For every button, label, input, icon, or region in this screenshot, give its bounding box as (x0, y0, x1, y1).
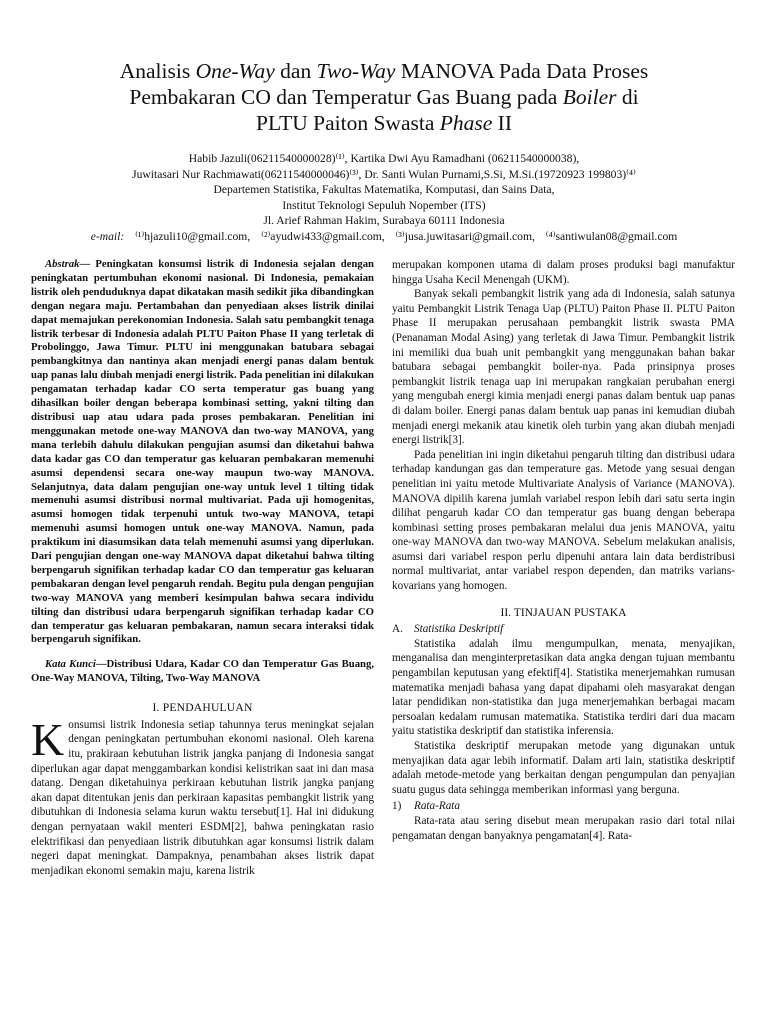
subsection-number-a: A. (392, 623, 403, 636)
paragraph-statistika: Statistika adalah ilmu mengumpulkan, menata, menyajikan, menganalisa dan menginterpretasikan data angka dengan tujuan membantu pengambilan keputusan yang efektif[4]. Statistika menerjemahkan rumusan matematika menjadi bahasa yang dapat dipahami oleh masyarakat dengan latar pendidikan non-statistika dan juga menerjemahkan berbagai macam persoalan kedalam rumusan matematika. Statistika terdiri dari dua macam yaitu statistika deskriptif dan statistika inferensia. (392, 637, 735, 738)
title-line-1: Analisis One-Way dan Two-Way MANOVA Pada Data Proses (119, 59, 649, 83)
section-heading-introduction: I. PENDAHULUAN (152, 701, 253, 715)
email-line (60, 229, 708, 245)
affiliation-address: Jl. Arief Rahman Hakim, Surabaya 60111 Indonesia (263, 214, 505, 227)
right-column (392, 258, 735, 843)
paragraph-deskriptif: Statistika deskriptif merupakan metode yang digunakan untuk menyajikan data agar lebih informatif. Dalam arti lain, statistika deskriptif adalah metode-metode yang berkaitan dengan pengumpulan dan penyajian suatu gugus data sehingga memberikan informasi yang berguna. (392, 740, 735, 796)
subsection-heading-a (392, 622, 735, 637)
keywords-text: —Distribusi Udara, Kadar CO dan Temperatur Gas Buang, One-Way MANOVA, Tilting, Two-Way MANOVA (31, 658, 375, 685)
author-line-1: Habib Jazuli(06211540000028)⁽¹⁾, Kartika Dwi Ayu Ramadhani (06211540000038), (188, 152, 580, 165)
introduction-paragraph (31, 713, 374, 879)
paper-title (60, 58, 708, 136)
abstract (31, 258, 374, 647)
email-link-1[interactable]: ⁽¹⁾hjazuli10@gmail.com, (135, 229, 251, 243)
left-column (31, 258, 374, 878)
subsection-title-a: Statistika Deskriptif (414, 623, 504, 636)
keywords (31, 658, 374, 686)
affiliation-department: Departemen Statistika, Fakultas Matematika, Komputasi, dan Sains Data, (213, 183, 555, 196)
paragraph-mean: Rata-rata atau sering disebut mean merupakan rasio dari total nilai pengamatan dengan banyaknya pengamatan[4]. Rata- (392, 814, 735, 842)
keywords-lead: Kata Kunci (45, 658, 96, 671)
introduction-text: onsumsi listrik Indonesia setiap tahunnya terus meningkat sejalan dengan peningkatan pertumbuhan ekonomi nasional. Oleh karena itu, prakiraan kebutuhan listrik jangka panjang di Indonesia sangat diperlukan agar dapat menggambarkan kondisi kelistrikan saat ini dan masa datang. Dengan diketahuinya perkiraan kebutuhan listrik jangka panjang akan dapat ditentukan jenis dan perkiraan kapasitas pembangkit listrik yang dibutuhkan di Indonesia selama kurun waktu tersebut[1]. Hal ini didukung dengan pernyataan wakil menteri ESDM[2], bahwa peningkatan rasio elektrifikasi dan penyediaan listrik dibutuhkan agar konsumsi listrik dalam negeri dapat meningkat. Dampaknya, penambahan akses listrik dapat menjadikan ekonomi semakin maju, karena listrik (31, 718, 374, 877)
affiliation-institute: Institut Teknologi Sepuluh Nopember (ITS) (282, 198, 486, 212)
title-line-3: PLTU Paiton Swasta Phase II (255, 111, 512, 135)
email-label: e-mail: (90, 229, 125, 243)
email-link-2[interactable]: ⁽²⁾ayudwi433@gmail.com, (261, 229, 385, 243)
paragraph-pltu: Banyak sekali pembangkit listrik yang ada di Indonesia, salah satunya yaitu Pembangkit Listrik Tenaga Uap (PLTU) Paiton Phase II. PLTU Paiton Phase II merupakan perusahaan pembangkit listrik swasta PMA (Penanaman Modal Asing) yang terletak di Jawa Timur. Pembangkit listrik ini memiliki dua buah unit pembangkit yang menggunakan bahan bakar batubara sebagai pembangkit boiler-nya. Pada prinsipnya proses pembangkit listrik tenaga uap ini merupakan rangkaian perubahan energi yang mengubah energi kimia menjadi energi panas dalam bentuk uap panas di dalam boiler. Energi panas dalam bentuk uap panas ini kemudian diubah menjadi energi mekanik atau kinetik oleh turbin yang akan diubah menjadi energi listrik[3]. (392, 288, 735, 447)
abstract-lead: Abstrak (45, 258, 80, 270)
drop-cap: K (31, 713, 65, 765)
paragraph-method: Pada penelitian ini ingin diketahui pengaruh tilting dan distribusi udara terhadap kandungan gas dan temperature gas. Metode yang sesuai dengan penelitian ini yaitu metode Multivariate Analysis of Variance (MANOVA). MANOVA dipilih karena jumlah variabel respon lebih dari satu serta ingin dilihat pengaruh kadar CO dan temperatur gas buang dengan beberapa kombinasi setting proses pembakaran melalui dua jenis MANOVA, yaitu one-way MANOVA dan two-way MANOVA. Sebelum melakukan analisis, asumsi dari variabel respon perlu dipenuhi antara lain data berdistribusi normal multivariat, antar variabel respon dependen, dan matriks varians-kovarians yang homogen. (392, 448, 735, 593)
abstract-text: — Peningkatan konsumsi listrik di Indonesia sejalan dengan peningkatan pertumbuhan ekonomi nasional. Di Indonesia, pemakaian listrik oleh penduduknya dapat dikatakan masih sedikit jika dibandingkan dengan negara maju. Pertambahan dan penyediaan akses listrik dinilai dapat memajukan perekonomian Indonesia. Salah satu pembangkit tenaga listrik terbesar di Indonesia adalah PLTU Paiton Phase II yang terletak di Probolinggo, Jawa Timur. PLTU ini menggunakan batubara sebagai pembangkitnya dan nantinya akan menjadi energi panas dalam bentuk uap panas lalu diubah menjadi energi listrik. Pada penelitian ini dilakukan pengamatan terhadap kadar CO serta temperatur gas buang yang dihasilkan boiler dengan beberapa kombinasi setting, yakni tilting dan distribusi uap atau udara pada proses pembakaran. Penelitian ini menggunakan metode one-way MANOVA dan two-way MANOVA, yang mana terlebih dahulu dilakukan pengujian asumsi dan diketahui bahwa data kadar gas CO dan temperatur gas keluaran pembakaran memenuhi asumsi dependensi secara one-way maupun two-way MANOVA. Selanjutnya, data dalam pengujian one-way untuk level 1 tilting tidak memenuhi asumsi distribusi normal multivariat. Pada uji homogenitas, asumsi homogen tidak terpenuhi untuk two-way MANOVA, tetapi memenuhi asumsi homogen untuk one-way MANOVA. Namun, pada praktikum ini diasumsikan data telah memenuhi asumsi yang diperlukan. Dari pengujian dengan one-way MANOVA dapat diketahui bahwa tilting berpengaruh signifikan terhadap kadar CO dan temperatur gas keluaran pembakaran dengan level pengaruh rendah. Begitu pula dengan pengujian two-way MANOVA yang memberi kesimpulan bahwa secara individu tilting dan distribusi udara berpengaruh signifikan terhadap kadar CO dan temperatur gas keluaran pembakaran, namun secara interaksi tidak berpengaruh signifikan. (31, 258, 374, 646)
author-line-2: Juwitasari Nur Rachmawati(06211540000046)⁽³⁾, Dr. Santi Wulan Purnami,S.Si, M.Si.(19720923 199803)⁽⁴⁾ (132, 167, 636, 181)
email-link-3[interactable]: ⁽³⁾jusa.juwitasari@gmail.com, (395, 229, 535, 243)
title-line-2: Pembakaran CO dan Temperatur Gas Buang pada Boiler di (129, 85, 639, 109)
subsection-title-1: Rata-Rata (414, 800, 460, 813)
subsection-heading-1 (392, 799, 735, 814)
subsection-number-1: 1) (392, 800, 402, 813)
email-link-4[interactable]: ⁽⁴⁾santiwulan08@gmail.com (545, 229, 678, 243)
paragraph-continued: merupakan komponen utama di dalam proses produksi bagi manufaktur hingga Usaha Kecil Menengah (UKM). (392, 259, 735, 286)
author-block (60, 151, 708, 244)
section-heading-literature: II. TINJAUAN PUSTAKA (500, 605, 627, 619)
